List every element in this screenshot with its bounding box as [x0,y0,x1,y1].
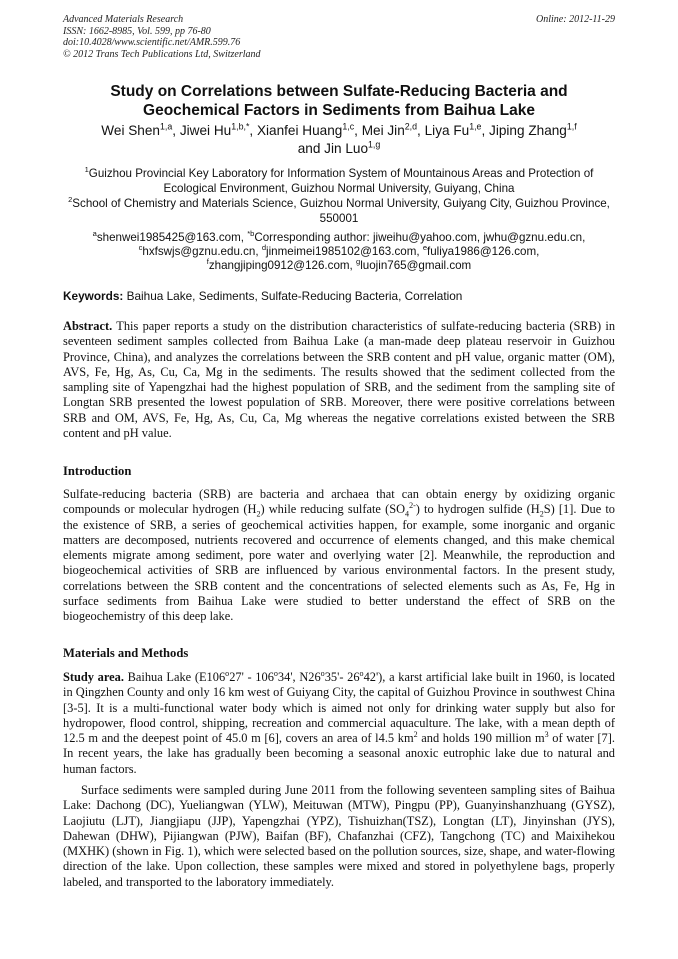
email-link[interactable]: jinmeimei1985102@163.com [266,245,417,258]
abstract [63,319,615,441]
introduction-paragraph: Sulfate-reducing bacteria (SRB) are bacteria and archaea that can obtain energy by oxidizing organic compounds or molecular hydrogen $(H_2)$ while reducing sulfate $(SO_4^{2-})$ to hydrogen sulfide $(H_2S)$ [1]. Due to the existence of SRB, a series of geochemical activities happen, for example, some inorganic and organic matters are decomposed, nutrients recovered and occurrence of elements changed, and this make chemical elements migrate among sediment, pore water and overlying water [2]. Meanwhile, the reproduction and biogeochemical activities of SRB are influenced by various environmental factors. In the present study, correlations between the SRB content and the concentrations of selected elements such as As, Fe, Hg in surface sediments from Baihua Lake were studied to better understand the effect of SRB on the biogeochemistry of this deep lake. [63,487,616,624]
author-superscript: 1,a [160,121,173,132]
author-name: Jiwei Hu [179,123,232,138]
journal-header [63,14,615,60]
author-name: Mei Jin [361,123,405,138]
email-link[interactable]: fuliya1986@126.com [427,245,537,258]
journal-copyright: © 2012 Trans Tech Publications Ltd, Switzerland [63,48,261,60]
email-link[interactable]: luojin765@gmail.com [360,259,472,272]
affiliation-item [58,166,620,196]
methods-heading: Materials and Methods [63,646,189,660]
author-emails: $^a$shenwei1985425@163.com, $^{*b}$Corresponding author: jiweihu@yahoo.com, jwhu@gznu.edu.cn, $^c$hxfswjs@gznu.edu.cn, $^d$jinmeimei1985102@163.com, $^e$fuliya1986@126.com, $^f$zhangjiping0912@126.com, $^g$luojin765@gmail.com [92,229,586,272]
author-superscript: 1,f [566,121,577,132]
introduction-heading: Introduction [63,464,132,478]
study-area-paragraph: Study area. Baihua Lake (E106$^o$27' - 106$^o$34', N26$^o$35'- 26$^o$42'), a karst artificial lake built in 1960, is located in Qingzhen County and only 16 km west of Guiyang City, the capital of Guizhou Province in southwest China [3-5]. It is a multi-functional water body which is aimed not only for drinking water supply but also for hydropower, flood control, shipping, recreation and commercial aquaculture. The lake, with a mean depth of 12.5 m and the deepest point of 45.0 m [6], covers an area of l4.5 $km^2$ and holds 190 million $m^3$ of water [7]. In recent years, the lake has gradually been becoming a seasonal anoxic eutrophic lake due to natural and human factors. [63,668,616,776]
author-name: Wei Shen [101,123,160,138]
keywords-text: Baihua Lake, Sediments, Sulfate-Reducing Bacteria, Correlation [126,289,463,303]
author-name: Liya Fu [424,123,470,138]
author-name: Xianfei Huang [256,123,343,138]
corresponding-author-label: Corresponding author: [254,231,373,244]
author-superscript: 1,g [368,139,381,150]
keywords-label: Keywords: [63,289,124,303]
affiliation-superscript: 2 [68,195,73,205]
email-link[interactable]: jwhu@gznu.edu.cn [483,231,583,244]
online-date: Online: 2012-11-29 [536,14,615,25]
journal-name: Advanced Materials Research [63,14,184,25]
keywords [63,289,615,304]
author-superscript: 2,d [404,121,418,132]
paper-title: Study on Correlations between Sulfate-Reducing Bacteria and Geochemical Factors in Sediments from Baihua Lake [110,83,568,119]
affiliations [58,166,620,226]
author-name: Jin Luo [324,141,369,156]
affiliation-text: Guizhou Provincial Key Laboratory for Information System of Mountainous Areas and Protection of Ecological Environment, Guizhou Normal University, Guiyang, China [88,167,594,195]
study-area-label: Study area. [63,670,124,684]
author-superscript: 1,e [469,121,482,132]
affiliation-item [58,196,620,226]
affiliation-text: School of Chemistry and Materials Science, Guizhou Normal University, Guiyang City, Guizhou Province, 550001 [72,197,610,225]
abstract-label: Abstract. [63,319,113,333]
author-superscript: 1,b,* [231,121,250,132]
journal-doi: doi:10.4028/www.scientific.net/AMR.599.76 [63,37,241,48]
email-link[interactable]: hxfswjs@gznu.edu.cn [142,245,256,258]
sampling-paragraph: Surface sediments were sampled during June 2011 from the following seventeen sampling sites of Baihua Lake: Dachong (DC), Yueliangwan (YLW), Meituwan (MTW), Pingpu (PP), Guanyinshanzhuang (GYSZ), Laojiutu (LJT), Jiangjiapu (JJP), Yapengzhai (YPZ), Tishuizhan(TSZ), Longtan (LT), Jinyinshan (JYS), Dahewan (DHW), Pijiangwan (PJW), Baifan (BF), Chafanzhai (CFZ), Tangchong (TC) and Maixihekou (MXHK) (shown in Fig. 1), which were selected based on the pollution sources, size, shape, and water-flowing direction of the lake. Upon collection, these samples were mixed and stored in polyethylene bags, properly labeled, and transported to the laboratory immediately. [63,783,615,889]
author-superscript: 1,c [342,121,355,132]
journal-issn: ISSN: 1662-8985, Vol. 599, pp 76-80 [63,25,211,37]
author-list: Wei Shen$^{1,a}$, Jiwei $Hu^{1,b,*}$, Xianfei Huang$^{1,c}$, Mei Jin$^{2,d}$, Liya Fu$^{1,e}$, Jiping Zhang$^{1,f}$ and Jin Luo$^{1,g}$ [101,121,577,156]
author-name: Jiping Zhang [489,123,567,138]
abstract-text: This paper reports a study on the distribution characteristics of sulfate-reducing bacteria (SRB) in seventeen sediment samples collected from Baihua Lake (a man-made deep plateau reservoir in Guizhou Province, China), and analyzes the correlations between the SRB content and pH value, organic matter (OM), AVS, Fe, Hg, As, Cu, Ca, Mg in the sediments. The results showed that the sediment collected from the sampling site of Yapengzhai had the highest population of SRB, and the sediment from the sampling site of Longtan SRB presented the lowest population of SRB. Moreover, there were positive correlations between SRB and OM, AVS, Fe, Hg, As, Cu, Ca, Mg whereas the negative correlations existed between the SRB content and pH value. [63,319,616,441]
email-link[interactable]: jiweihu@yahoo.com [372,231,477,244]
affiliation-superscript: 1 [84,165,89,175]
email-link[interactable]: shenwei1985425@163.com [96,231,241,244]
email-link[interactable]: zhangjiping0912@126.com [208,259,350,272]
